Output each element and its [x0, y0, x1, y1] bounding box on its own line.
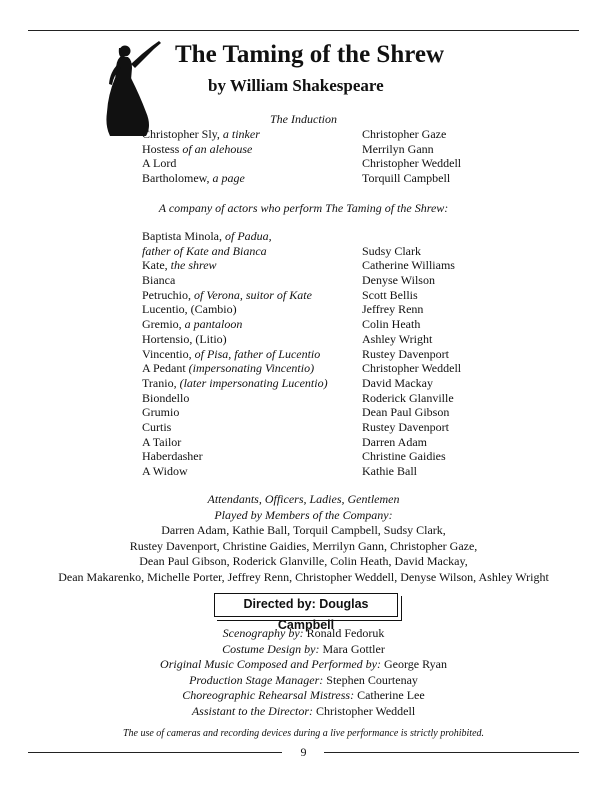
role: A Widow — [142, 464, 188, 478]
byline: by William Shakespeare — [208, 76, 384, 95]
company-actors — [362, 229, 461, 479]
role: Lucentio, (Cambio) — [142, 302, 237, 317]
actor: Sudsy Clark — [362, 243, 422, 258]
role: Biondello — [142, 390, 190, 405]
actor: Roderick Glanville — [362, 390, 454, 405]
induction-roles — [142, 127, 260, 186]
attendants-names: Dean Makarenko, Michelle Porter, Jeffrey Renn, Christopher Weddell, Denyse Wilson, Ashley Wright — [58, 569, 549, 584]
credit-line: Assistant to the Director: Christopher Weddell — [191, 703, 416, 718]
attendants-heading: Attendants, Officers, Ladies, Gentlemen — [207, 492, 400, 506]
actor: David Mackay — [362, 375, 433, 390]
actor: Christopher Weddell — [362, 361, 462, 376]
company-roles — [142, 229, 328, 479]
role: A Tailor — [142, 434, 182, 449]
induction-title: The Induction — [270, 112, 337, 126]
actor: Darren Adam — [362, 434, 427, 449]
bottom-rule-right — [324, 752, 579, 753]
attendants-names: Dean Paul Gibson, Roderick Glanville, Colin Heath, David Mackay, — [139, 554, 468, 569]
credit-line: Costume Design by: Mara Gottler — [222, 641, 385, 656]
actor: Catherine Williams — [362, 258, 455, 273]
role: Tranio, (later impersonating Lucentio) — [142, 375, 328, 390]
role: Christopher Sly, a tinker — [142, 127, 260, 141]
role: Vincentio, of Pisa, father of Lucentio — [142, 346, 321, 361]
role: Haberdasher — [142, 449, 203, 464]
camera-notice: The use of cameras and recording devices during a live performance is strictly prohibited. — [122, 728, 485, 739]
role: Baptista Minola, of Padua, — [142, 229, 272, 243]
actor: Kathie Ball — [362, 464, 417, 478]
actor: Colin Heath — [362, 317, 421, 332]
actor: Christine Gaidies — [362, 449, 446, 464]
actor: Jeffrey Renn — [362, 302, 424, 317]
credit-line: Choreographic Rehearsal Mistress: Catherine Lee — [182, 688, 425, 703]
role: Gremio, a pantaloon — [142, 317, 243, 332]
production-credits — [0, 626, 607, 720]
role: Hostess of an alehouse — [142, 141, 253, 156]
attendants-names: Rustey Davenport, Christine Gaidies, Merrilyn Gann, Christopher Gaze, — [129, 538, 478, 553]
company-intro: A company of actors who perform The Taming of the Shrew: — [158, 201, 449, 215]
actor: Scott Bellis — [362, 287, 418, 302]
actor: Rustey Davenport — [362, 346, 449, 361]
page-title: The Taming of the Shrew — [175, 41, 445, 68]
credit-line: Original Music Composed and Performed by: George Ryan — [160, 657, 447, 672]
top-rule — [28, 30, 579, 31]
actor: Christopher Weddell — [362, 156, 462, 171]
role: Curtis — [142, 419, 172, 434]
actor: Denyse Wilson — [362, 273, 435, 288]
director-credit: Directed by: Douglas Campbell — [214, 593, 398, 617]
actor: Dean Paul Gibson — [362, 405, 450, 420]
induction-actors — [362, 127, 461, 186]
role: Bartholomew, a page — [142, 171, 245, 186]
role: Hortensio, (Litio) — [142, 331, 227, 346]
role: A Pedant (impersonating Vincentio) — [142, 361, 315, 376]
role: Grumio — [142, 405, 180, 420]
page-number: 9 — [300, 745, 307, 759]
actor: Ashley Wright — [362, 331, 433, 346]
actor: Torquill Campbell — [362, 171, 451, 186]
credit-line: Production Stage Manager: Stephen Courtenay — [189, 672, 418, 687]
role: father of Kate and Bianca — [142, 243, 267, 258]
actor: Rustey Davenport — [362, 419, 449, 434]
role: Petruchio, of Verona, suitor of Kate — [142, 287, 312, 302]
role: A Lord — [142, 156, 177, 171]
attendants-subheading: Played by Members of the Company: — [214, 507, 393, 522]
credit-line: Scenography by: Ronald Fedoruk — [222, 626, 385, 640]
actor: Merrilyn Gann — [362, 141, 434, 156]
attendants-names: Darren Adam, Kathie Ball, Torquil Campbell, Sudsy Clark, — [161, 523, 446, 538]
attendants-block — [0, 492, 607, 586]
role: Bianca — [142, 273, 176, 288]
actor: Christopher Gaze — [362, 127, 447, 141]
role: Kate, the shrew — [142, 258, 217, 273]
actor — [362, 229, 461, 244]
